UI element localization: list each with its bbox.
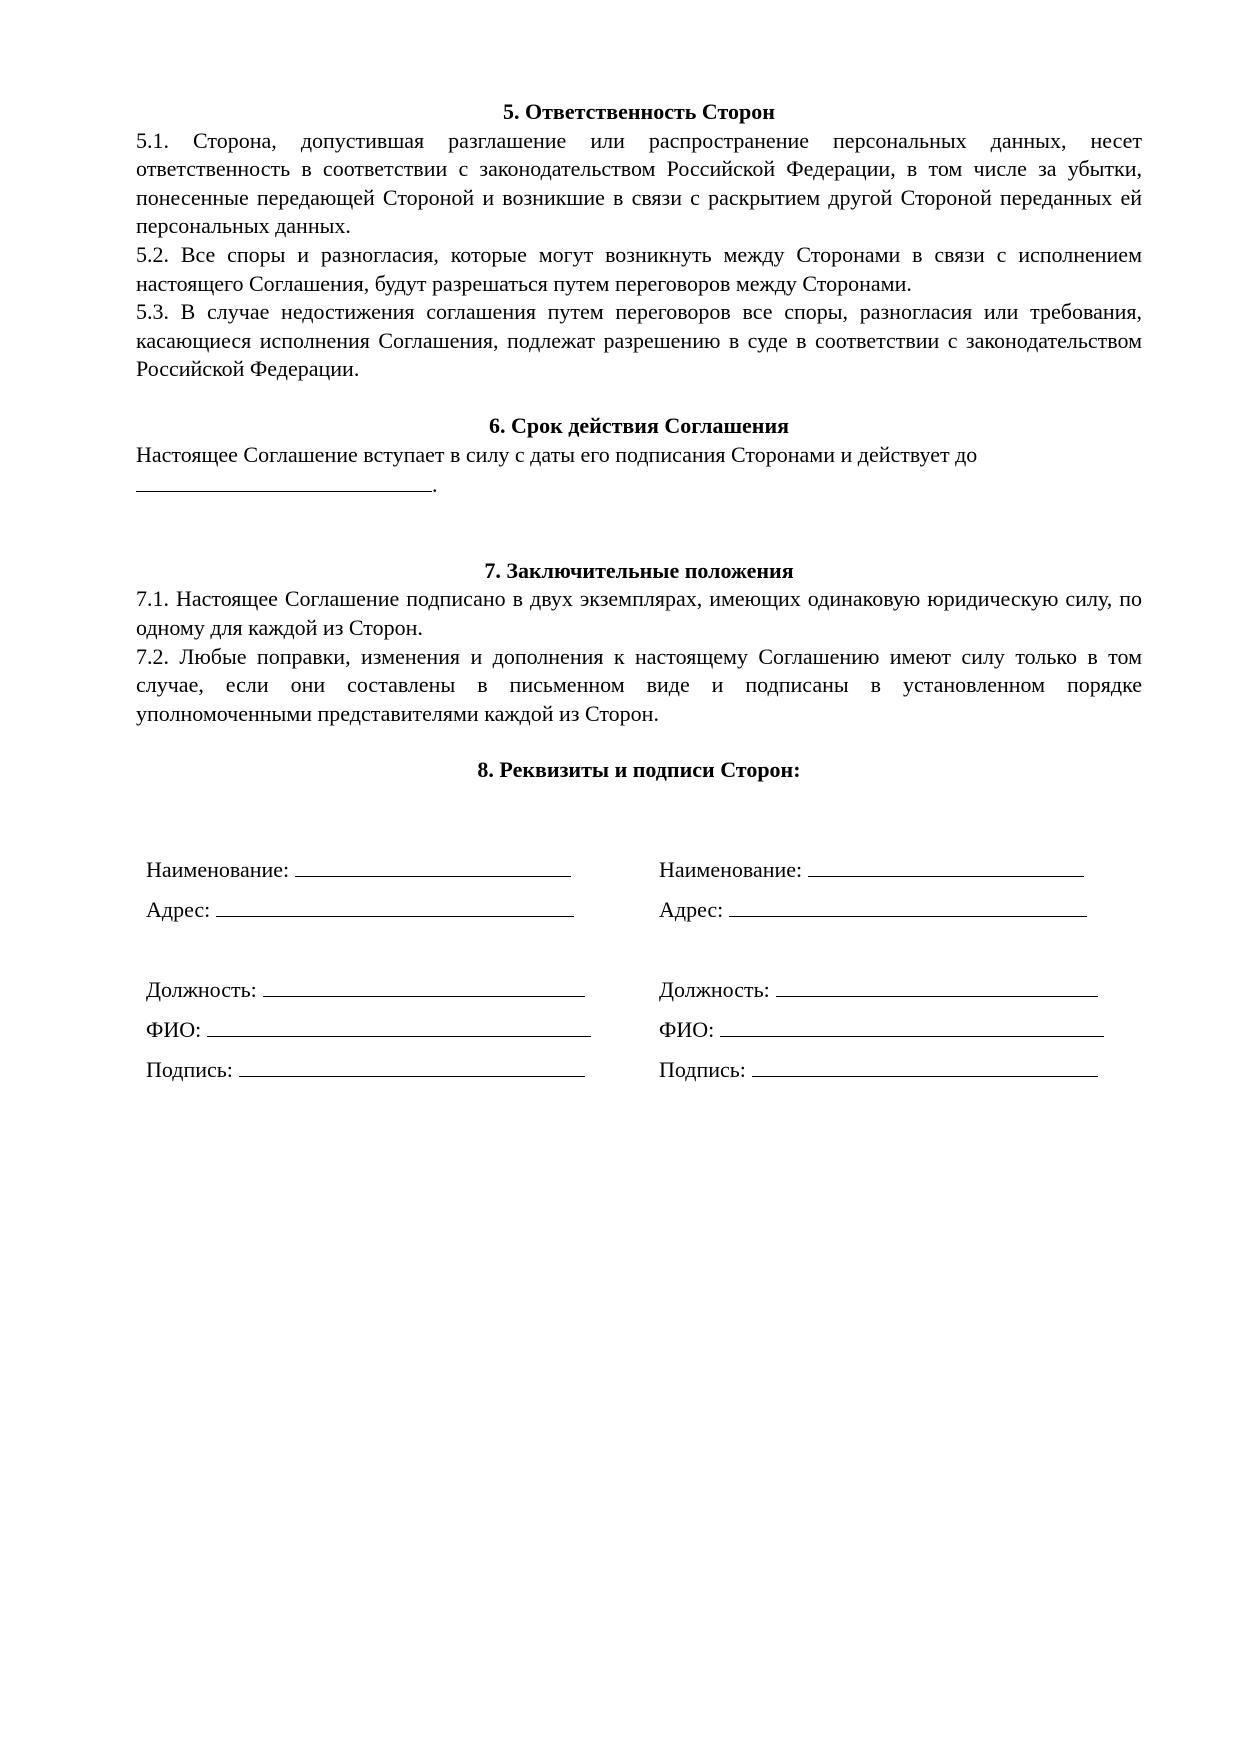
party-1-address-blank [216,896,574,917]
section-6-text [136,441,1142,500]
clause-5-2: 5.2. Все споры и разногласия, которые могут возникнуть между Сторонами в связи с исполнением настоящего Соглашения, будут разрешаться путем переговоров между Сторонами. [136,241,1142,296]
party-1-name-row [146,856,571,882]
party-2-name-label: Наименование: [659,857,803,882]
party-2-address-row [659,896,1087,922]
party-1-signature-row [146,1056,585,1082]
party-2-name-row [659,856,1084,882]
party-1-fio-blank [207,1016,591,1037]
section-6-period: . [432,472,438,498]
party-2-name-blank [808,856,1084,877]
party-2-fio-row [659,1016,1104,1042]
party-1-address-row [146,896,574,922]
party-2-address-blank [729,896,1087,917]
section-8-title: 8. Реквизиты и подписи Сторон: [477,757,801,783]
end-date-blank [136,469,432,492]
party-2-position-label: Должность: [659,977,770,1002]
clause-5-3: 5.3. В случае недостижения соглашения путем переговоров все споры, разногласия или требования, касающиеся исполнения Соглашения, подлежат разрешению в суде в соответствии с законодательством Российской Федерации. [136,299,1142,382]
clause-7-1: 7.1. Настоящее Соглашение подписано в двух экземплярах, имеющих одинаковую юридическую силу, по одному для каждой из Сторон. [136,586,1142,640]
party-1-name-label: Наименование: [146,857,290,882]
party-2-position-blank [776,976,1098,997]
document-body [136,98,1142,785]
party-2-fio-blank [720,1016,1104,1037]
party-1-fio-row [146,1016,591,1042]
party-1-name-blank [295,856,571,877]
section-7-title: 7. Заключительные положения [484,557,794,583]
clause-7-2: 7.2. Любые поправки, изменения и дополнения к настоящему Соглашению имеют силу только в том случае, если они составлены в письменном виде и подписаны в установленном порядке уполномоченными представителями каждой из Сторон. [136,643,1142,726]
party-2-position-row [659,976,1098,1002]
section-6-sentence: Настоящее Соглашение вступает в силу с даты его подписания Сторонами и действует до [136,441,978,467]
clause-5-1: 5.1. Сторона, допустившая разглашение или распространение персональных данных, несет ответственность в соответствии с законодательством Российской Федерации, в том числе за убытки, понесенные передающей Стороной и возникшие в связи с раскрытием другой Стороной переданных ей персональных данных. [136,127,1142,239]
party-2-signature-label: Подпись: [659,1057,746,1082]
section-6-title: 6. Срок действия Соглашения [488,412,790,438]
party-1-signature-blank [239,1056,585,1077]
party-1-position-label: Должность: [146,977,257,1002]
party-1-address-label: Адрес: [146,897,211,922]
party-2-fio-label: ФИО: [659,1017,715,1042]
party-2-signature-row [659,1056,1098,1082]
party-1-signature-label: Подпись: [146,1057,233,1082]
party-1-position-blank [263,976,585,997]
party-1-position-row [146,976,585,1002]
party-1-fio-label: ФИО: [146,1017,202,1042]
section-5-title: 5. Ответственность Сторон [503,99,775,124]
party-2-address-label: Адрес: [659,897,724,922]
party-2-signature-blank [752,1056,1098,1077]
